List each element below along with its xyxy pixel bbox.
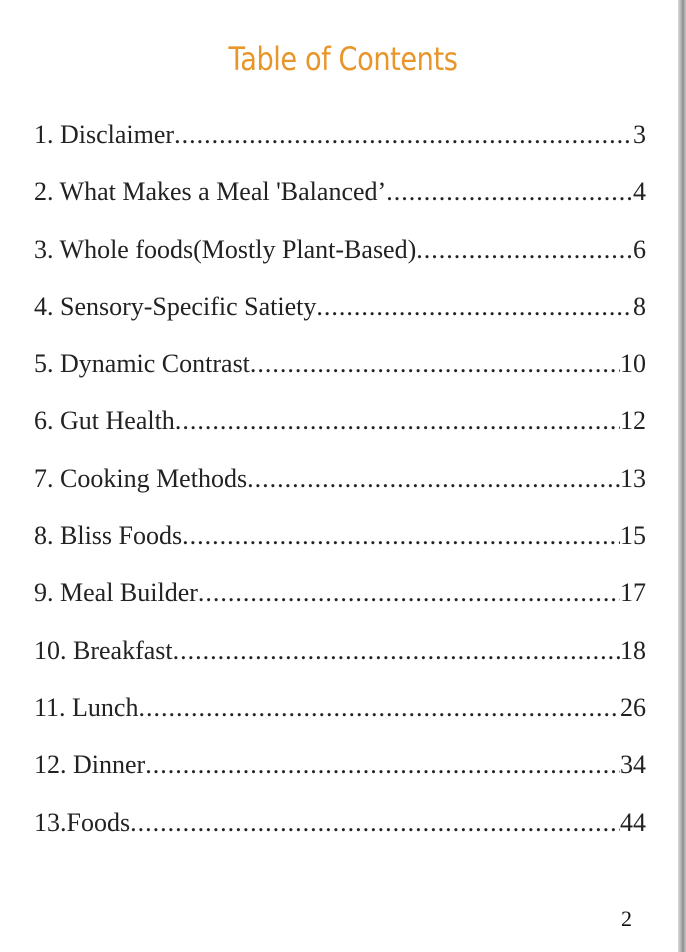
- toc-entry-label: 5. Dynamic Contrast: [34, 349, 250, 379]
- toc-entry-label: 1. Disclaimer: [34, 120, 175, 149]
- toc-entry-page: 12: [620, 406, 646, 436]
- toc-entry-label: 10. Breakfast: [34, 635, 173, 665]
- toc-entry-disclaimer[interactable]: [34, 120, 646, 177]
- toc-entry-sensory-specific-satiety[interactable]: [34, 292, 646, 349]
- toc-entry-label: 11. Lunch: [34, 692, 139, 722]
- toc-entry-page: 6: [633, 234, 646, 264]
- toc-entry-page: 13: [620, 463, 646, 493]
- toc-entry-bliss-foods[interactable]: [34, 521, 646, 578]
- page-number: 2: [621, 906, 632, 931]
- dot-leader: [173, 636, 620, 666]
- toc-entry-label: 7. Cooking Methods: [34, 463, 248, 493]
- toc-entry-label: 13.Foods: [34, 807, 131, 837]
- toc-list: [34, 120, 646, 865]
- dot-leader: [175, 406, 620, 436]
- toc-entry-page: 10: [620, 349, 646, 379]
- toc-entry-dinner[interactable]: [34, 750, 646, 807]
- toc-entry-page: 34: [620, 750, 646, 780]
- toc-entry-label: 9. Meal Builder: [34, 578, 198, 608]
- dot-leader: [130, 808, 620, 838]
- toc-title: Table of Contents: [228, 40, 458, 78]
- toc-entry-page: 4: [633, 177, 646, 207]
- toc-entry-lunch[interactable]: [34, 693, 646, 750]
- toc-entry-breakfast[interactable]: [34, 636, 646, 693]
- toc-entry-label: 6. Gut Health: [34, 406, 175, 436]
- toc-entry-page: 15: [620, 521, 646, 551]
- toc-entry-page: 26: [620, 692, 646, 722]
- dot-leader: [386, 177, 633, 207]
- toc-entry-page: 8: [633, 291, 646, 321]
- toc-entry-foods[interactable]: [34, 808, 646, 865]
- page-edge-divider: [678, 0, 686, 952]
- toc-entry-meal-builder[interactable]: [34, 578, 646, 635]
- dot-leader: [316, 292, 633, 322]
- toc-entry-dynamic-contrast[interactable]: [34, 349, 646, 406]
- dot-leader: [174, 120, 633, 150]
- dot-leader: [145, 750, 620, 780]
- toc-entry-cooking-methods[interactable]: [34, 464, 646, 521]
- toc-entry-label: 3. Whole foods(Mostly Plant-Based): [34, 234, 417, 264]
- dot-leader: [416, 235, 633, 265]
- toc-entry-page: 3: [633, 120, 646, 149]
- dot-leader: [198, 578, 620, 608]
- toc-entry-page: 17: [620, 578, 646, 608]
- toc-entry-label: 2. What Makes a Meal 'Balanced’: [34, 177, 387, 207]
- toc-entry-label: 12. Dinner: [34, 750, 146, 780]
- toc-entry-label: 4. Sensory-Specific Satiety: [34, 291, 317, 321]
- dot-leader: [138, 693, 620, 723]
- toc-entry-label: 8. Bliss Foods: [34, 521, 183, 551]
- dot-leader: [250, 349, 620, 379]
- toc-entry-whole-foods[interactable]: [34, 235, 646, 292]
- toc-entry-page: 44: [620, 807, 646, 837]
- dot-leader: [182, 521, 620, 551]
- toc-entry-page: 18: [620, 635, 646, 665]
- dot-leader: [247, 464, 620, 494]
- toc-entry-balanced-meal[interactable]: [34, 177, 646, 234]
- toc-entry-gut-health[interactable]: [34, 406, 646, 463]
